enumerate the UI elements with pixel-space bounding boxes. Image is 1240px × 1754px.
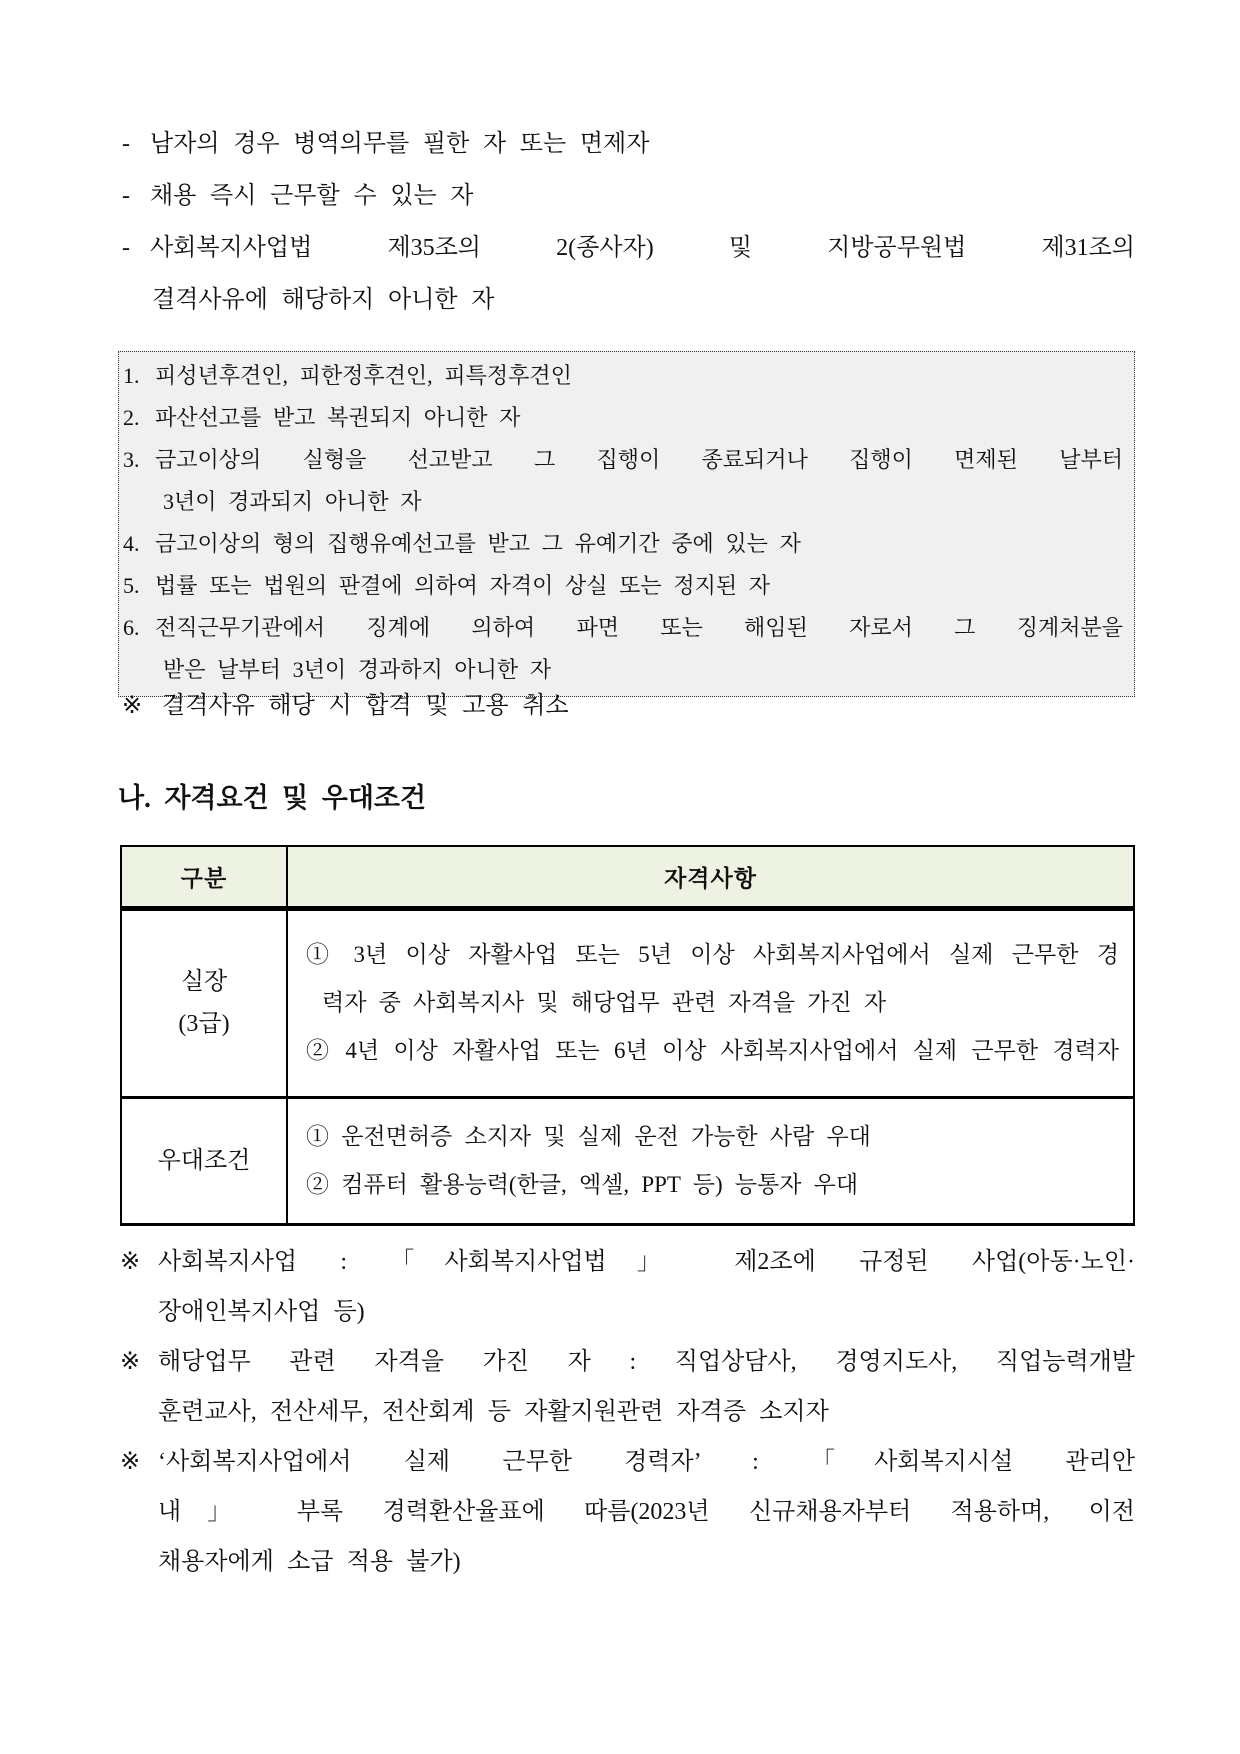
dash-bullet: - xyxy=(122,183,130,209)
row-label-cell xyxy=(121,1097,287,1224)
box-item-text: 금고이상의 실형을 선고받고 그 집행이 종료되거나 집행이 면제된 날부터 xyxy=(155,447,1123,472)
reference-mark: ※ xyxy=(120,1349,141,1375)
table-row xyxy=(121,908,1134,1097)
row-label-line: 실장 xyxy=(180,969,228,995)
reference-mark: ※ xyxy=(122,693,143,719)
reference-mark: ※ xyxy=(120,1449,141,1475)
row-content-cell xyxy=(287,908,1134,1097)
box-item-number xyxy=(123,481,155,523)
footnote-content xyxy=(158,1237,1135,1337)
row-label-line: 우대조건 xyxy=(157,1147,251,1174)
dash-bullet: - xyxy=(122,235,130,261)
box-item xyxy=(123,607,1123,649)
box-item-number: 4. xyxy=(123,531,140,556)
qualification-table xyxy=(120,845,1135,1226)
footnote-line: 훈련교사, 전산세무, 전산회계 등 자활지원관련 자격증 소지자 xyxy=(158,1399,829,1425)
box-item xyxy=(123,565,1123,607)
bullet-text: 결격사유에 해당하지 아니한 자 xyxy=(152,287,495,313)
bullet-line xyxy=(120,170,1135,222)
bullet-continuation-line xyxy=(120,274,1135,326)
row-label-line: (3급) xyxy=(178,1011,230,1037)
footnote-line: 사회복지사업 : 「사회복지사업법」 제2조에 규정된 사업(아동·노인· xyxy=(158,1249,1135,1275)
footnote-line: ‘사회복지사업에서 실제 근무한 경력자’ : 「사회복지시설 관리안 xyxy=(158,1449,1135,1475)
content-line: ② 컴퓨터 활용능력(한글, 엑셀, PPT 등) 능통자 우대 xyxy=(306,1171,859,1197)
box-item-text: 파산선고를 받고 복권되지 아니한 자 xyxy=(155,405,521,430)
box-item xyxy=(123,439,1123,481)
footnote-line: 내」 부록 경력환산율표에 따름(2023년 신규채용자부터 적용하며, 이전 xyxy=(158,1499,1135,1525)
box-item-text: 전직근무기관에서 징계에 의하여 파면 또는 해임된 자로서 그 징계처분을 xyxy=(155,615,1123,640)
cancellation-note-text: 결격사유 해당 시 합격 및 고용 취소 xyxy=(162,693,569,719)
footnote-content xyxy=(158,1437,1135,1587)
footnote-list xyxy=(120,1237,1135,1587)
box-item-number: 2. xyxy=(123,405,140,430)
header-cell-category: 구분 xyxy=(121,846,287,908)
table-header-row xyxy=(121,846,1134,908)
footnote xyxy=(120,1337,1135,1437)
box-item-text: 3년이 경과되지 아니한 자 xyxy=(163,489,422,514)
row-content-cell xyxy=(287,1097,1134,1224)
bullet-line xyxy=(120,118,1135,170)
box-item xyxy=(123,523,1123,565)
cancellation-note xyxy=(122,686,569,726)
footnote-line: 장애인복지사업 등) xyxy=(158,1299,365,1325)
table-row xyxy=(121,1097,1134,1224)
box-item-continuation xyxy=(123,649,1123,691)
footnote xyxy=(120,1437,1135,1587)
dash-bullet: - xyxy=(122,131,130,157)
disqualification-box xyxy=(118,351,1135,697)
box-item-text: 받은 날부터 3년이 경과하지 아니한 자 xyxy=(163,657,552,682)
box-item-number xyxy=(123,649,155,691)
box-item-number: 6. xyxy=(123,615,140,640)
bullet-text: 채용 즉시 근무할 수 있는 자 xyxy=(150,183,474,209)
footnote xyxy=(120,1237,1135,1337)
box-item-text: 금고이상의 형의 집행유예선고를 받고 그 유예기간 중에 있는 자 xyxy=(155,531,801,556)
bullet-line xyxy=(120,222,1135,274)
row-label-cell xyxy=(121,908,287,1097)
box-item-text: 법률 또는 법원의 판결에 의하여 자격이 상실 또는 정지된 자 xyxy=(155,573,770,598)
footnote-line: 해당업무 관련 자격을 가진 자 : 직업상담사, 경영지도사, 직업능력개발 xyxy=(158,1349,1135,1375)
reference-mark: ※ xyxy=(120,1249,141,1275)
box-item-continuation xyxy=(123,481,1123,523)
section-title: 나. 자격요건 및 우대조건 xyxy=(118,783,427,813)
header-cell-qualifications: 자격사항 xyxy=(287,846,1134,908)
box-item xyxy=(123,355,1123,397)
box-item-number: 1. xyxy=(123,363,140,388)
content-line: ② 4년 이상 자활사업 또는 6년 이상 사회복지사업에서 실제 근무한 경력자 xyxy=(306,1038,1119,1063)
box-item-number: 5. xyxy=(123,573,140,598)
content-line: 력자 중 사회복지사 및 해당업무 관련 자격을 가진 자 xyxy=(322,990,887,1015)
bullet-text: 사회복지사업법 제35조의 2(종사자) 및 지방공무원법 제31조의 xyxy=(150,235,1135,261)
box-item xyxy=(123,397,1123,439)
box-item-number: 3. xyxy=(123,447,140,472)
bullet-text: 남자의 경우 병역의무를 필한 자 또는 면제자 xyxy=(150,131,650,157)
footnote-content xyxy=(158,1337,1135,1437)
content-line: ① 3년 이상 자활사업 또는 5년 이상 사회복지사업에서 실제 근무한 경 xyxy=(306,942,1119,967)
eligibility-bullet-list xyxy=(120,118,1135,326)
content-line: ① 운전면허증 소지자 및 실제 운전 가능한 사람 우대 xyxy=(306,1123,871,1149)
box-item-text: 피성년후견인, 피한정후견인, 피특정후견인 xyxy=(155,363,572,388)
footnote-line: 채용자에게 소급 적용 불가) xyxy=(158,1549,461,1575)
